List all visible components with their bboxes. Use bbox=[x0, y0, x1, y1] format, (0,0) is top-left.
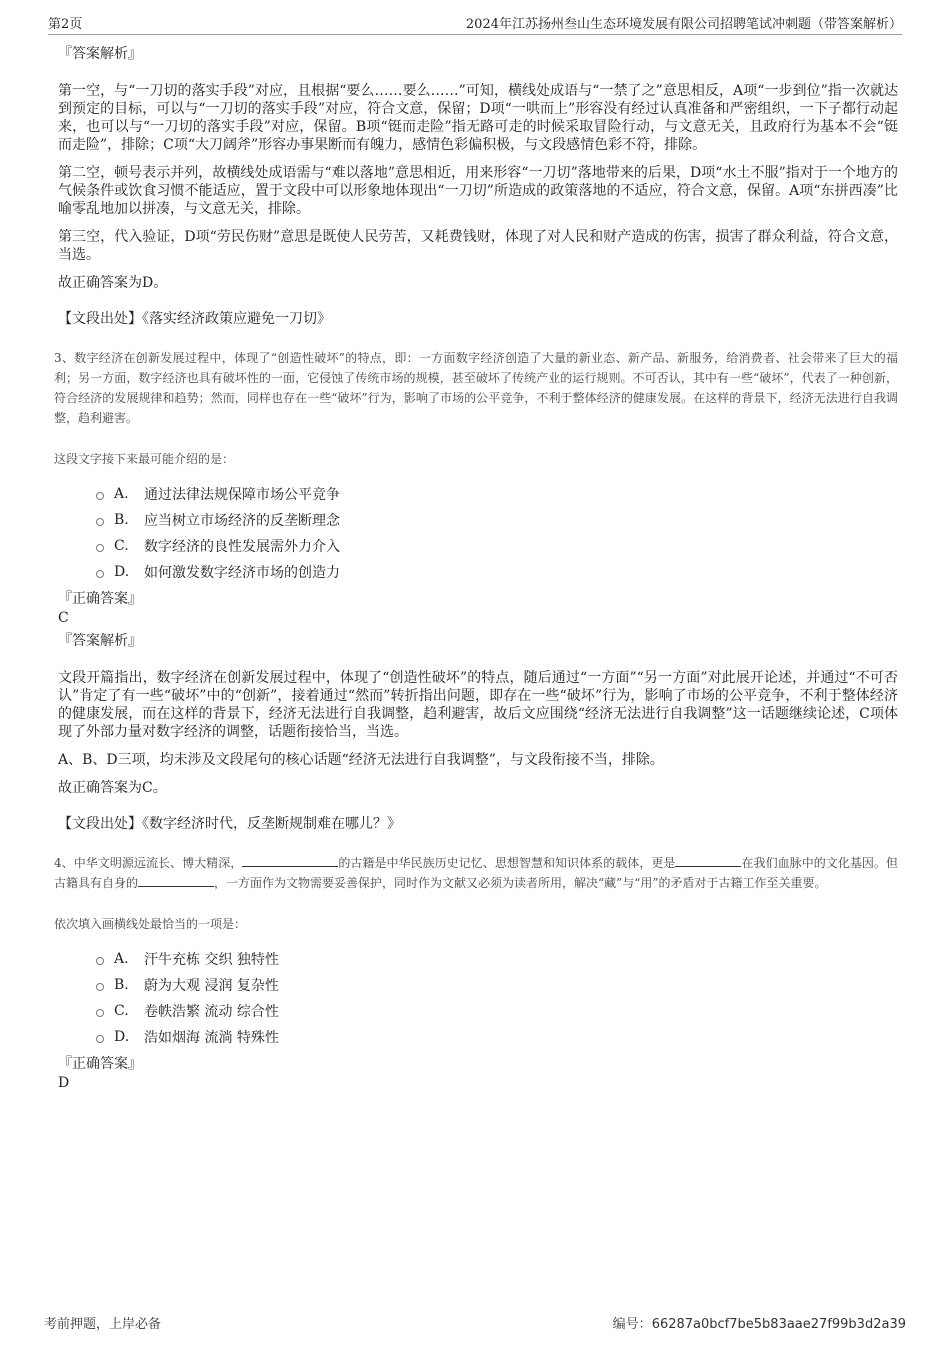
fill-blank bbox=[138, 874, 214, 887]
option-b[interactable] bbox=[96, 507, 898, 533]
option-c[interactable] bbox=[96, 998, 898, 1024]
analysis-paragraph: 第三空，代入验证，D项“劳民伤财”意思是既使人民劳苦，又耗费钱财，体现了对人民和财产造成的伤害，损害了群众利益，符合文意，当选。 bbox=[58, 229, 898, 263]
option-text: 卷帙浩繁 流动 综合性 bbox=[144, 1004, 279, 1020]
option-c[interactable] bbox=[96, 533, 898, 559]
correct-answer: C bbox=[58, 610, 69, 626]
option-text: 汗牛充栋 交织 独特性 bbox=[144, 952, 279, 968]
radio-icon[interactable] bbox=[96, 492, 104, 500]
option-a[interactable] bbox=[96, 946, 898, 972]
analysis-conclusion: 故正确答案为D。 bbox=[58, 275, 168, 291]
radio-icon[interactable] bbox=[96, 1009, 104, 1017]
option-letter: D. bbox=[114, 1029, 130, 1045]
radio-icon[interactable] bbox=[96, 518, 104, 526]
radio-icon[interactable] bbox=[96, 983, 104, 991]
document-id-label: 编号： bbox=[612, 1317, 652, 1332]
footer-slogan: 考前押题，上岸必备 bbox=[44, 1317, 162, 1332]
question-prompt: 依次填入画横线处最恰当的一项是： bbox=[54, 917, 247, 931]
correct-answer: D bbox=[58, 1075, 70, 1091]
radio-icon[interactable] bbox=[96, 570, 104, 578]
stem-part: ，一方面作为文物需要妥善保护，同时作为文献又必须为读者所用，解决“藏”与“用”的矛盾对于古籍工作至关重要。 bbox=[214, 876, 827, 890]
source-citation: 【文段出处】《数字经济时代，反垄断规制难在哪儿？》 bbox=[58, 816, 401, 832]
option-text: 通过法律法规保障市场公平竞争 bbox=[144, 487, 340, 503]
option-list bbox=[96, 946, 898, 1050]
page-number: 第2页 bbox=[48, 17, 83, 32]
option-letter: A. bbox=[114, 486, 129, 502]
option-text: 浩如烟海 流淌 特殊性 bbox=[144, 1030, 279, 1046]
analysis-paragraph: 第一空，与“一刀切的落实手段”对应，且根据“要么……要么……”可知，横线处成语与“一禁了之”意思相反，A项“一步到位”指一次就达到预定的目标，可以与“一刀切的落实手段”对应，符合文意，保留；D项“一哄而上”形容没有经过认真准备和严密组织，一下子都行动起来，也可以与“一刀切的落实手段”对应，保留。B项“铤而走险”指无路可走的时候采取冒险行动，与文意无关，且政府行为基本不会“铤而走险”，排除；C项“大刀阔斧”形容办事果断而有魄力，感情色彩偏积极，与文段感情色彩不符，排除。 bbox=[58, 83, 898, 153]
analysis-paragraph: 第二空，顿号表示并列，故横线处成语需与“难以落地”意思相近，用来形容“一刀切”落地带来的后果，D项“水土不服”指对于一个地方的气候条件或饮食习惯不能适应，置于文段中可以形象地体现出“一刀切”所造成的政策落地的不适应，符合文意，保留。A项“东拼西凑”比喻零乱地加以拼凑，与文意无关，排除。 bbox=[58, 165, 898, 217]
correct-answer-label: 『正确答案』 bbox=[58, 1056, 142, 1072]
question-prompt: 这段文字接下来最可能介绍的是： bbox=[54, 452, 235, 466]
option-text: 蔚为大观 浸润 复杂性 bbox=[144, 978, 279, 994]
question-stem: 3、数字经济在创新发展过程中，体现了“创造性破坏”的特点，即：一方面数字经济创造了大量的新业态、新产品、新服务，给消费者、社会带来了巨大的福利；另一方面，数字经济也具有破坏性的一面，它侵蚀了传统市场的规模，甚至破坏了传统产业的运行规则。不可否认，其中有一些“破坏”，代表了一种创新，符合经济的发展规律和趋势；然而，同样也存在一些“破坏”行为，影响了市场的公平竞争，不利于整体经济的健康发展。在这样的背景下，经济无法进行自我调整，趋利避害。 bbox=[54, 351, 898, 425]
analysis-paragraph: 文段开篇指出，数字经济在创新发展过程中，体现了“创造性破坏”的特点，随后通过“一方面”“另一方面”对此展开论述，并通过“不可否认”肯定了有一些“破坏”中的“创新”，接着通过“然而”转折指出问题，即存在一些“破坏”行为，影响了市场的公平竞争，不利于整体经济的健康发展，而在这样的背景下，经济无法进行自我调整，趋利避害，故后文应围绕“经济无法进行自我调整”这一话题继续论述，C项体现了外部力量对数字经济的调整，话题衔接恰当，当选。 bbox=[58, 670, 898, 740]
analysis-conclusion: 故正确答案为C。 bbox=[58, 780, 167, 796]
source-citation: 【文段出处】《落实经济政策应避免一刀切》 bbox=[58, 311, 331, 327]
fill-blank bbox=[242, 854, 338, 867]
radio-icon[interactable] bbox=[96, 957, 104, 965]
option-letter: A. bbox=[114, 951, 129, 967]
option-text: 如何激发数字经济市场的创造力 bbox=[144, 565, 340, 581]
option-letter: C. bbox=[114, 538, 129, 554]
document-title: 2024年江苏扬州叁山生态环境发展有限公司招聘笔试冲刺题（带答案解析） bbox=[465, 17, 902, 32]
option-a[interactable] bbox=[96, 481, 898, 507]
analysis-label: 『答案解析』 bbox=[58, 46, 142, 62]
fill-blank bbox=[675, 854, 741, 867]
option-list bbox=[96, 481, 898, 585]
correct-answer-label: 『正确答案』 bbox=[58, 591, 142, 607]
option-letter: C. bbox=[114, 1003, 129, 1019]
stem-part: 在我们血脉中的文化基因。但古籍具有自身的 bbox=[54, 856, 898, 890]
option-d[interactable] bbox=[96, 559, 898, 585]
option-d[interactable] bbox=[96, 1024, 898, 1050]
stem-part: 的古籍是中华民族历史记忆、思想智慧和知识体系的载体，更是 bbox=[338, 856, 676, 870]
page-header bbox=[48, 10, 902, 35]
document-id bbox=[613, 1313, 906, 1332]
stem-part: 4、中华文明源远流长、博大精深， bbox=[54, 856, 243, 870]
document-body bbox=[56, 40, 898, 1092]
option-letter: B. bbox=[114, 512, 129, 528]
option-letter: B. bbox=[114, 977, 129, 993]
radio-icon[interactable] bbox=[96, 1035, 104, 1043]
option-letter: D. bbox=[114, 564, 130, 580]
radio-icon[interactable] bbox=[96, 544, 104, 552]
analysis-label: 『答案解析』 bbox=[58, 633, 142, 649]
option-text: 应当树立市场经济的反垄断理念 bbox=[144, 513, 340, 529]
question-stem bbox=[54, 853, 898, 893]
option-text: 数字经济的良性发展需外力介入 bbox=[144, 539, 340, 555]
document-id-code: 66287a0bcf7be5b83aae27f99b3d2a39 bbox=[651, 1317, 906, 1332]
option-b[interactable] bbox=[96, 972, 898, 998]
analysis-paragraph: A、B、D三项，均未涉及文段尾句的核心话题“经济无法进行自我调整”，与文段衔接不当，排除。 bbox=[58, 752, 664, 768]
page-footer bbox=[44, 1313, 906, 1332]
